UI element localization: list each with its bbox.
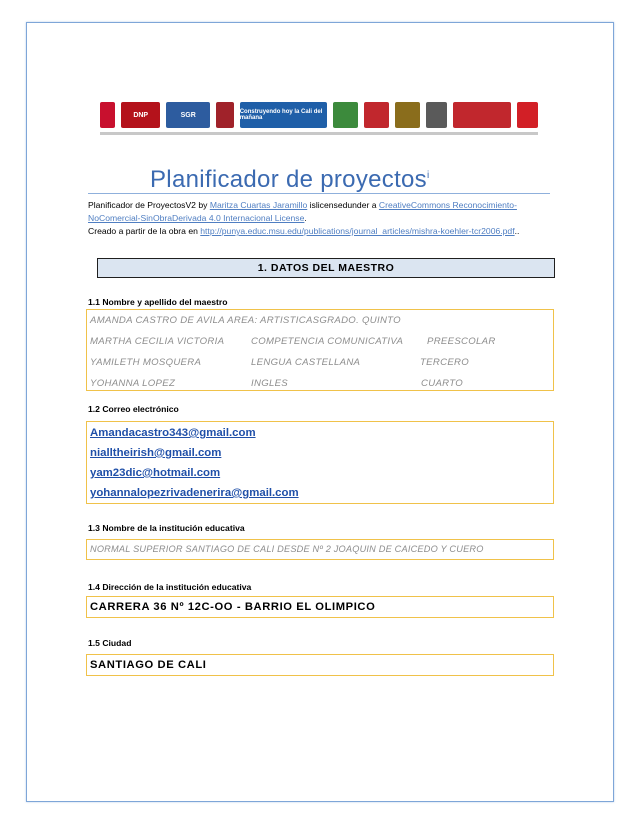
teacher-box [86, 309, 554, 391]
red-logo [517, 102, 538, 128]
logo-strip [100, 98, 538, 132]
institution-label: 1.3 Nombre de la institución educativa [88, 523, 245, 533]
sgr-logo: SGR [166, 102, 210, 128]
email-link[interactable]: nialltheirish@gmail.com [90, 447, 222, 459]
univalle-logo [364, 102, 389, 128]
construyendo-logo: Construyendo hoy la Cali del mañana [240, 102, 327, 128]
teacher-row: YOHANNA LOPEZ INGLES CUARTO [90, 378, 463, 389]
footnote-marker[interactable]: i [426, 170, 430, 181]
city-label: 1.5 Ciudad [88, 638, 132, 648]
dnp-logo: DNP [121, 102, 160, 128]
section-header: 1. DATOS DEL MAESTRO [97, 258, 555, 278]
cali-shield-logo [216, 102, 233, 128]
address-label: 1.4 Dirección de la institución educativa [88, 582, 252, 592]
institution-box [86, 539, 554, 560]
teacher-row: YAMILETH MOSQUERA LENGUA CASTELLANA TERCERO [90, 357, 470, 368]
city-value: SANTIAGO DE CALI [90, 659, 207, 671]
city-box [86, 654, 554, 676]
ciencias-logo [333, 102, 358, 128]
email-box [86, 421, 554, 504]
valle-shield-logo [395, 102, 420, 128]
title-divider [88, 193, 550, 194]
source-link[interactable]: http://punya.educ.msu.edu/publications/journal_articles/mishra-koehler-tcr2006.pdf [200, 226, 515, 236]
email-link[interactable]: yohannalopezrivadenerira@gmail.com [90, 487, 299, 499]
logo-divider [100, 132, 538, 135]
institution-value: NORMAL SUPERIOR SANTIAGO DE CALI DESDE Nº 2 JOAQUIN DE CAICEDO Y CUERO [90, 544, 484, 554]
colombia-shield-logo [100, 102, 115, 128]
address-value: CARRERA 36 Nº 12C-OO - BARRIO EL OLIMPICO [90, 601, 376, 613]
address-box [86, 596, 554, 618]
license-link[interactable]: CreativeCommons Reconocimiento-NoComercial-SinObraDerivada 4.0 Internacional License [88, 200, 517, 223]
email-link[interactable]: Amandacastro343@gmail.com [90, 427, 256, 439]
author-link[interactable]: Maritza Cuartas Jaramillo [209, 200, 308, 210]
email-label: 1.2 Correo electrónico [88, 404, 179, 414]
teacher-row: AMANDA CASTRO DE AVILA AREA: ARTISTICASGRADO. QUINTO [90, 315, 401, 326]
teacher-row: MARTHA CECILIA VICTORIA COMPETENCIA COMUNICATIVA PREESCOLAR [90, 336, 496, 347]
gov-shield-logo [426, 102, 447, 128]
email-link[interactable]: yam23dic@hotmail.com [90, 467, 221, 479]
license-text: Planificador de ProyectosV2 by Maritza Cuartas Jaramillo islicensedunder a CreativeCommons Reconocimiento-NoComercial-SinObraDerivada 4.0 Internacional License. Creado a partir de la obra en http://punya.educ.msu.edu/publications/journal_articles/mishra-koehler-tcr2006.pdf.. [88, 200, 520, 236]
page-title: Planificador de proyectos$^i$ [150, 166, 430, 193]
prosperidad-logo [453, 102, 511, 128]
teacher-label: 1.1 Nombre y apellido del maestro [88, 297, 228, 307]
